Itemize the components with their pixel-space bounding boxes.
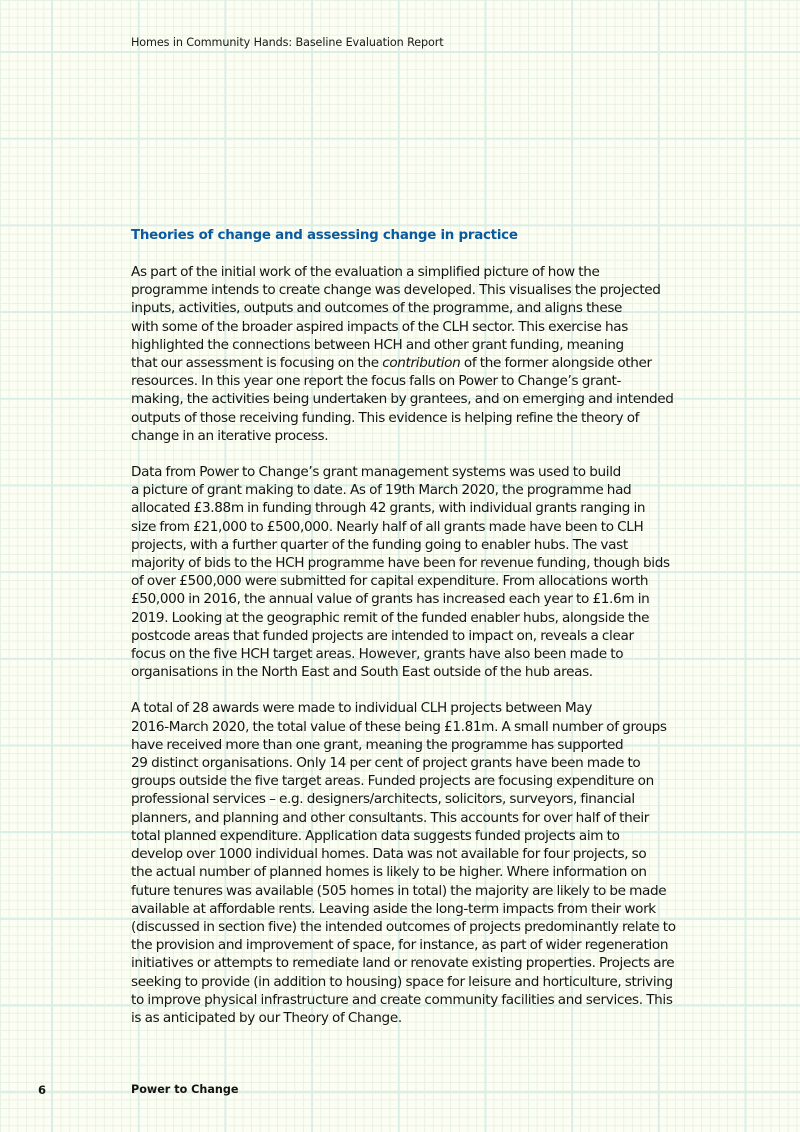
text-line: seeking to provide (in addition to housing) space for leisure and horticulture, striving — [131, 973, 673, 990]
text-line: (discussed in section five) the intended outcomes of projects predominantly relate to — [131, 918, 676, 935]
text-line: organisations in the North East and South East outside of the hub areas. — [131, 664, 593, 681]
text-fragment: that our assessment is focusing on the — [131, 355, 383, 372]
text-line: available at affordable rents. Leaving aside the long-term impacts from their work — [131, 900, 656, 917]
text-line: A total of 28 awards were made to individual CLH projects between May — [131, 700, 593, 717]
text-line: making, the activities being undertaken by grantees, and on emerging and intended — [131, 391, 674, 408]
text-line: a picture of grant making to date. As of 19th March 2020, the programme had — [131, 482, 632, 499]
paragraph-theory-of-change — [131, 263, 676, 445]
text-line: projects, with a further quarter of the funding going to enabler hubs. The vast — [131, 536, 628, 553]
text-line: 2016-March 2020, the total value of these being £1.81m. A small number of groups — [131, 718, 667, 735]
section-body — [131, 227, 676, 1027]
emphasis-contribution: contribution — [382, 355, 461, 372]
text-line-with-emphasis — [131, 354, 676, 372]
footer-organisation: Power to Change — [131, 1083, 239, 1096]
text-line: change in an iterative process. — [131, 427, 329, 444]
text-line: majority of bids to the HCH programme have been for revenue funding, though bids — [131, 555, 670, 572]
paragraph-clh-projects — [131, 699, 676, 1027]
text-line: develop over 1000 individual homes. Data was not available for four projects, so — [131, 846, 647, 863]
text-line: professional services – e.g. designers/architects, solicitors, surveyors, financial — [131, 791, 635, 808]
text-line: size from £21,000 to £500,000. Nearly half of all grants made have been to CLH — [131, 518, 644, 535]
text-line: is as anticipated by our Theory of Change. — [131, 1009, 402, 1026]
text-line: groups outside the five target areas. Funded projects are focusing expenditure on — [131, 773, 654, 790]
text-line: future tenures was available (505 homes in total) the majority are likely to be made — [131, 882, 667, 899]
text-line: resources. In this year one report the focus falls on Power to Change’s grant- — [131, 373, 622, 390]
text-line: planners, and planning and other consultants. This accounts for over half of their — [131, 809, 650, 826]
text-line: total planned expenditure. Application data suggests funded projects aim to — [131, 827, 620, 844]
text-line: Data from Power to Change’s grant management systems was used to build — [131, 464, 621, 481]
text-line: of over £500,000 were submitted for capital expenditure. From allocations worth — [131, 573, 649, 590]
text-line: the actual number of planned homes is likely to be higher. Where information on — [131, 864, 647, 881]
text-line: 29 distinct organisations. Only 14 per cent of project grants have been made to — [131, 755, 641, 772]
text-line: postcode areas that funded projects are intended to impact on, reveals a clear — [131, 627, 634, 644]
paragraph-grant-data — [131, 463, 676, 681]
text-line: As part of the initial work of the evaluation a simplified picture of how the — [131, 264, 600, 280]
section-heading: Theories of change and assessing change in practice — [131, 228, 518, 243]
text-fragment: of the former alongside other — [460, 355, 652, 372]
text-line: have received more than one grant, meaning the programme has supported — [131, 736, 624, 753]
text-line: inputs, activities, outputs and outcomes of the programme, and aligns these — [131, 300, 623, 317]
text-line: programme intends to create change was developed. This visualises the projected — [131, 282, 661, 299]
text-line: the provision and improvement of space, for instance, as part of wider regeneration — [131, 937, 669, 954]
text-line: allocated £3.88m in funding through 42 grants, with individual grants ranging in — [131, 500, 646, 517]
text-line: to improve physical infrastructure and create community facilities and services. This — [131, 991, 673, 1008]
text-line: outputs of those receiving funding. This evidence is helping refine the theory of — [131, 409, 640, 426]
text-line: focus on the five HCH target areas. However, grants have also been made to — [131, 646, 624, 663]
text-line: 2019. Looking at the geographic remit of the funded enabler hubs, alongside the — [131, 609, 650, 626]
text-line: with some of the broader aspired impacts of the CLH sector. This exercise has — [131, 318, 628, 335]
running-header-title: Homes in Community Hands: Baseline Evaluation Report — [131, 36, 444, 49]
text-line: highlighted the connections between HCH and other grant funding, meaning — [131, 336, 624, 353]
text-line: £50,000 in 2016, the annual value of grants has increased each year to £1.6m in — [131, 591, 650, 608]
text-line: initiatives or attempts to remediate land or renovate existing properties. Projects are — [131, 955, 675, 972]
page-number: 6 — [38, 1083, 47, 1097]
